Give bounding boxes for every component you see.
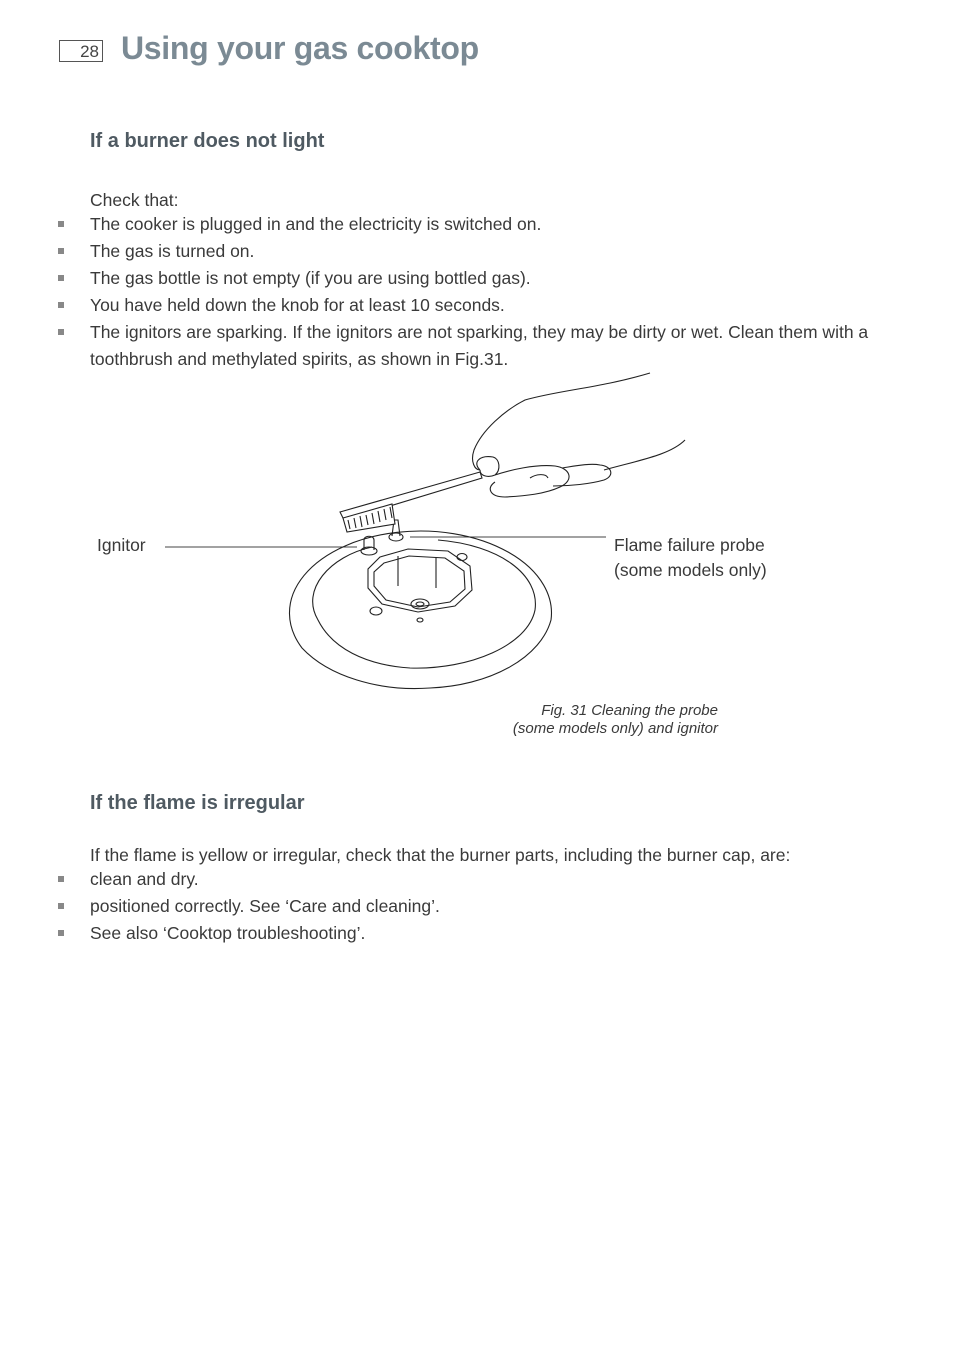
list-item: The gas bottle is not empty (if you are using bottled gas). <box>0 265 900 292</box>
page-number: 28 <box>59 40 103 62</box>
list-item: The cooker is plugged in and the electricity is switched on. <box>0 211 900 238</box>
list-item: clean and dry. <box>0 866 900 893</box>
bullet-square-icon <box>58 329 64 335</box>
flame-failure-probe-label: Flame failure probe (some models only) <box>614 535 767 580</box>
bullet-square-icon <box>58 302 64 308</box>
burner-cleaning-illustration <box>0 360 954 700</box>
section-heading-burner-not-light: If a burner does not light <box>90 130 325 152</box>
check-list <box>0 211 900 373</box>
page-title: Using your gas cooktop <box>121 30 479 66</box>
burner-base-icon <box>289 520 551 689</box>
flame-intro: If the flame is yellow or irregular, check that the burner parts, including the burner cap, are: <box>90 845 791 865</box>
list-item: You have held down the knob for at least 10 seconds. <box>0 292 900 319</box>
check-intro: Check that: <box>90 190 179 210</box>
list-item: positioned correctly. See ‘Care and cleaning’. <box>0 893 900 920</box>
list-item: The ignitors are sparking. If the ignitors are not sparking, they may be dirty or wet. Clean them with a toothbrush and methylated spirits, as shown in Fig.31. <box>0 319 890 373</box>
bullet-square-icon <box>58 903 64 909</box>
bullet-square-icon <box>58 275 64 281</box>
list-item: See also ‘Cooktop troubleshooting’. <box>0 920 900 947</box>
ignitor-label: Ignitor <box>97 535 146 555</box>
bullet-square-icon <box>58 248 64 254</box>
bullet-square-icon <box>58 221 64 227</box>
toothbrush-icon <box>340 472 482 532</box>
bullet-square-icon <box>58 930 64 936</box>
list-item: The gas is turned on. <box>0 238 900 265</box>
flame-check-list <box>0 866 900 947</box>
section-heading-flame-irregular: If the flame is irregular <box>90 792 305 814</box>
hand-icon <box>473 373 685 497</box>
figure-caption: Fig. 31 Cleaning the probe (some models only) and ignitor <box>512 702 718 737</box>
bullet-square-icon <box>58 876 64 882</box>
